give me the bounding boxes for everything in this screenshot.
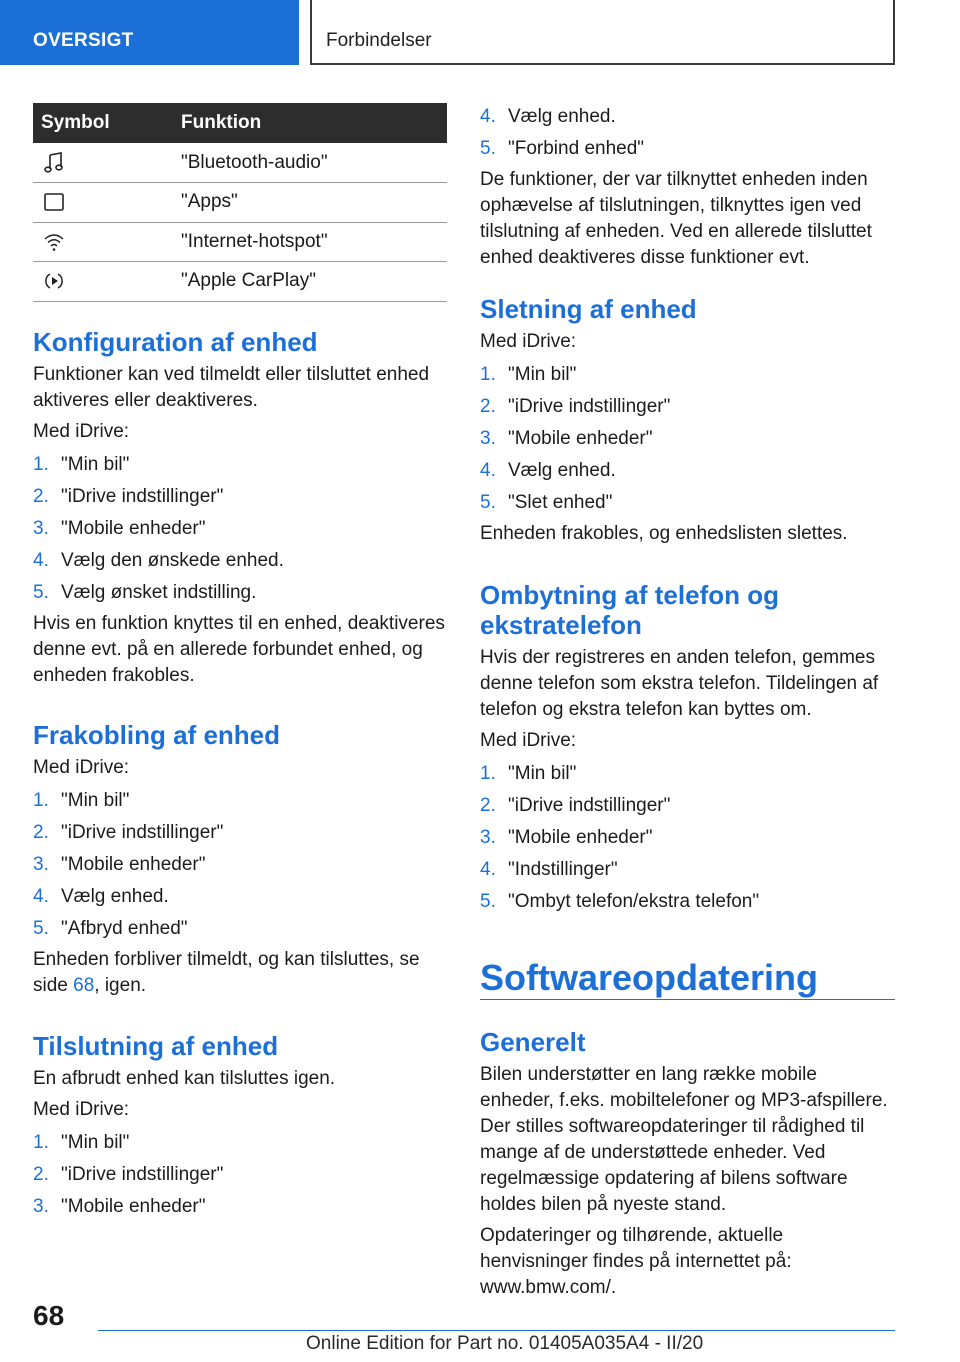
page-link[interactable]: 68: [73, 975, 95, 996]
page-header: [0, 0, 960, 66]
list-item: 3. "Mobile enheder": [33, 518, 206, 539]
tab-overview[interactable]: OVERSIGT: [0, 0, 299, 65]
paragraph: Enheden frakobles, og enhedslisten slettes.: [480, 523, 848, 544]
list-item: 2. "iDrive indstillinger": [33, 1164, 224, 1185]
list-item: 4. Vælg den ønskede enhed.: [33, 550, 284, 571]
list-item: 4. Vælg enhed.: [480, 460, 616, 481]
list-item: 1. "Min bil": [480, 763, 577, 784]
list-item: 1. "Min bil": [33, 454, 130, 475]
paragraph: Hvis der registreres en anden telefon, gemmes denne telefon som ekstra telefon. Tildelingen af telefon og ekstra telefon kan byttes om.: [480, 647, 879, 720]
section-connect: [33, 1031, 447, 1223]
paragraph: Bilen understøtter en lang række mobile enheder, f.eks. mobiltelefoner og MP3-afspillere. Der stilles softwareopdateringer til rådighed til mange af de understøttede enheder. Ved regelmæssige opdatering af bilens software holdes bilen på nyeste stand.: [480, 1064, 888, 1215]
table-row: [33, 262, 447, 302]
paragraph: Hvis en funktion knyttes til en enhed, deaktiveres denne evt. på en allerede forbundet enhed, og enheden frakobles.: [33, 613, 445, 686]
numbered-list: [480, 359, 895, 519]
heading-disconnect: Frakobling af enhed: [33, 720, 281, 750]
section-general: [480, 1027, 895, 1301]
heading-configuration: Konfiguration af enhed: [33, 327, 318, 357]
table-cell-icon: [33, 222, 181, 262]
section-delete: [480, 294, 895, 547]
paragraph: Funktioner kan ved tilmeldt eller tilsluttet enhed aktiveres eller deaktiveres.: [33, 364, 430, 411]
list-item: 5. "Slet enhed": [480, 492, 613, 513]
paragraph-idrive: Med iDrive:: [33, 1099, 130, 1120]
list-item: 4. "Indstillinger": [480, 859, 618, 880]
table-header-function: Funktion: [181, 103, 447, 143]
section-software: [480, 958, 895, 998]
section-disconnect: [33, 720, 447, 999]
heading-general: Generelt: [480, 1027, 586, 1057]
paragraph-idrive: Med iDrive:: [480, 730, 577, 751]
footer-divider: [98, 1330, 895, 1331]
heading-divider: [480, 999, 895, 1000]
table-cell-icon: [33, 183, 181, 223]
list-item: 1. "Min bil": [33, 790, 130, 811]
section-connect-continued: [480, 101, 895, 271]
section-swap-phone: [480, 580, 895, 918]
list-item: 5. "Afbryd enhed": [33, 918, 188, 939]
numbered-list: [33, 1127, 447, 1223]
table-cell-icon: [33, 262, 181, 302]
table-row: [33, 143, 447, 183]
table-cell-function: "Apple CarPlay": [181, 262, 447, 302]
table-cell-function: "Apps": [181, 183, 447, 223]
list-item: 1. "Min bil": [480, 364, 577, 385]
list-item: 5. Vælg ønsket indstilling.: [33, 582, 257, 603]
list-item: 4. Vælg enhed.: [33, 886, 169, 907]
table-cell-icon: [33, 143, 181, 183]
list-item: 3. "Mobile enheder": [480, 428, 653, 449]
symbol-table: [33, 103, 447, 302]
numbered-list: [33, 449, 447, 609]
section-configuration: [33, 327, 447, 689]
list-item: 3. "Mobile enheder": [480, 827, 653, 848]
list-item: 2. "iDrive indstillinger": [480, 795, 671, 816]
table-row: [33, 222, 447, 262]
numbered-list: [480, 101, 895, 165]
list-item: 3. "Mobile enheder": [33, 1196, 206, 1217]
table-row: [33, 183, 447, 223]
list-item: 5. "Forbind enhed": [480, 138, 645, 159]
footer-edition: Online Edition for Part no. 01405A035A4 - II/20: [306, 1333, 704, 1354]
paragraph-idrive: Med iDrive:: [33, 421, 130, 442]
heading-software-update: Softwareopdatering: [480, 957, 819, 998]
music-note-icon: [43, 152, 65, 174]
paragraph: De funktioner, der var tilknyttet enheden inden ophævelse af tilslutningen, tilknyttes igen ved tilslutning af enheden. Ved en allerede tilsluttet enhed deaktiveres disse funktioner evt.: [480, 169, 872, 268]
list-item: 4. Vælg enhed.: [480, 106, 616, 127]
table-cell-function: "Internet-hotspot": [181, 222, 447, 262]
paragraph: En afbrudt enhed kan tilsluttes igen.: [33, 1068, 336, 1089]
table-header-symbol: Symbol: [33, 103, 181, 143]
table-cell-function: "Bluetooth-audio": [181, 143, 447, 183]
numbered-list: [33, 785, 447, 945]
heading-swap-phone: Ombytning af telefon og ekstratelefon: [480, 580, 779, 640]
carplay-icon: [43, 270, 65, 292]
heading-delete: Sletning af enhed: [480, 294, 697, 324]
paragraph-idrive: Med iDrive:: [480, 331, 577, 352]
page-number: 68: [33, 1300, 65, 1331]
tab-section-title[interactable]: Forbindelser: [310, 0, 895, 65]
numbered-list: [480, 758, 895, 918]
list-item: 5. "Ombyt telefon/ekstra telefon": [480, 891, 760, 912]
heading-connect: Tilslutning af enhed: [33, 1031, 279, 1061]
apps-square-icon: [43, 191, 65, 213]
paragraph: Opdateringer og tilhørende, aktuelle henvisninger findes på internettet på: www.bmw.com/.: [480, 1225, 792, 1298]
list-item: 2. "iDrive indstillinger": [480, 396, 671, 417]
list-item: 1. "Min bil": [33, 1132, 130, 1153]
list-item: 3. "Mobile enheder": [33, 854, 206, 875]
paragraph: Enheden forbliver tilmeldt, og kan tilsluttes, se side 68, igen.: [33, 949, 420, 996]
wifi-icon: [43, 231, 65, 253]
list-item: 2. "iDrive indstillinger": [33, 486, 224, 507]
list-item: 2. "iDrive indstillinger": [33, 822, 224, 843]
paragraph-idrive: Med iDrive:: [33, 757, 130, 778]
